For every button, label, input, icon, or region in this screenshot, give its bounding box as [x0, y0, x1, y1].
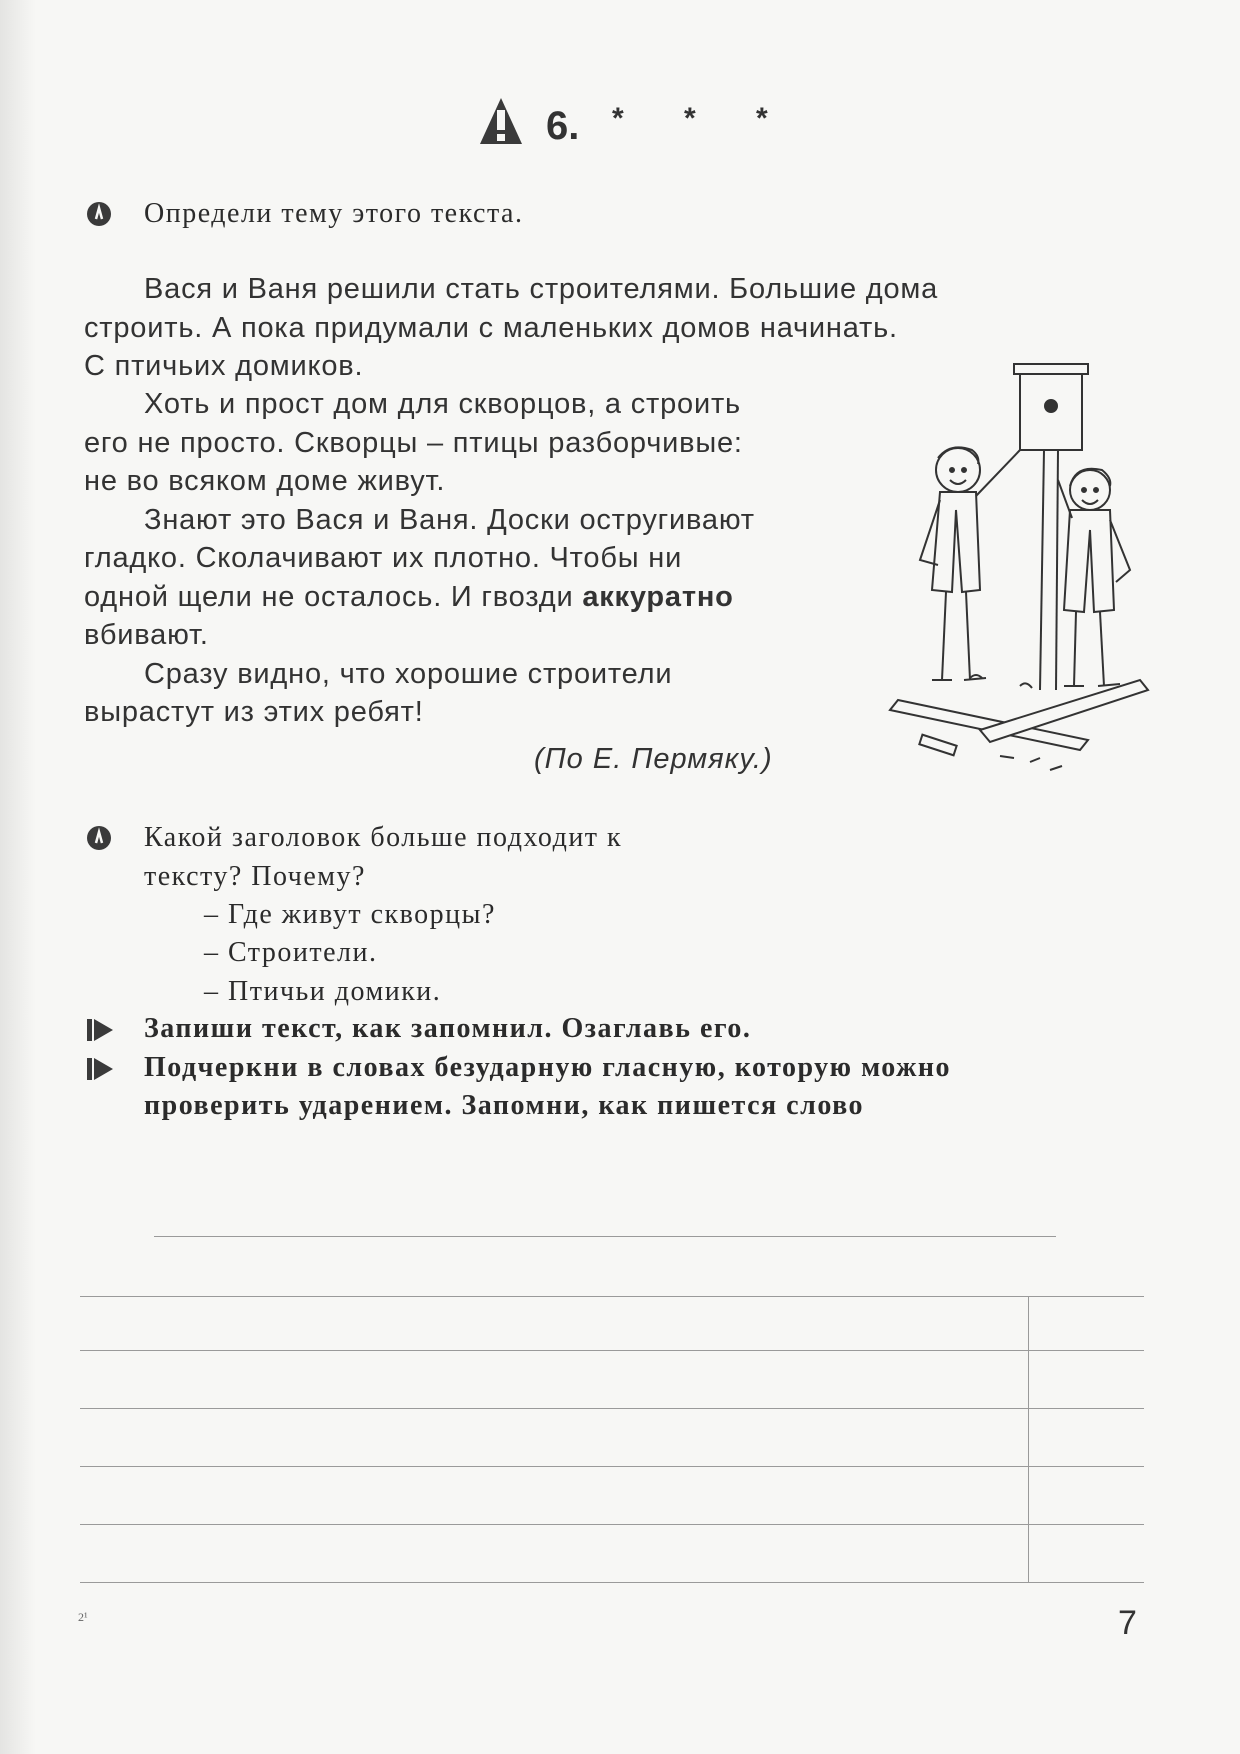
writing-line-4[interactable] — [80, 1466, 1144, 1467]
writing-line-6[interactable] — [80, 1582, 1144, 1583]
story-line-7: Знают это Вася и Ваня. Доски остругивают — [144, 504, 755, 536]
task-determine-theme: Определи тему этого текста. — [144, 198, 524, 229]
story-line-1: Вася и Ваня решили стать строителями. Большие дома — [144, 273, 939, 305]
task-underline-vowel-line-1: Подчеркни в словах безударную гласную, которую можно — [144, 1052, 952, 1083]
bold-word: аккуратно — [582, 581, 734, 613]
task-write-text: Запиши текст, как запомнил. Озаглавь его. — [144, 1013, 752, 1044]
task-underline-vowel-line-2: проверить ударением. Запомни, как пишется слово — [144, 1090, 865, 1121]
writing-line-3[interactable] — [80, 1408, 1144, 1409]
story-line-5: его не просто. Скворцы – птицы разборчивые: — [84, 427, 743, 459]
story-line-4: Хоть и прост дом для скворцов, а строить — [144, 388, 741, 420]
ear-bullet-icon — [86, 201, 112, 227]
print-mark: 2¹ — [78, 1610, 88, 1624]
story-line-9-text: одной щели не осталось. И гвозди — [84, 581, 583, 613]
writing-line-1[interactable] — [80, 1296, 1144, 1297]
boys-building-birdhouse-illustration — [880, 360, 1160, 780]
margin-line — [1028, 1296, 1029, 1582]
warning-triangle-icon — [478, 96, 524, 146]
story-line-12: вырастут из этих ребят! — [84, 696, 424, 728]
writing-line-2[interactable] — [80, 1350, 1144, 1351]
ear-bullet-icon — [86, 825, 112, 851]
story-line-6: не во всяком доме живут. — [84, 465, 446, 497]
story-line-11: Сразу видно, что хорошие строители — [144, 658, 673, 690]
story-line-2: строить. А пока придумали с маленьких домов начинать. — [84, 312, 898, 344]
story-line-3: С птичьих домиков. — [84, 350, 364, 382]
story-line-8: гладко. Сколачивают их плотно. Чтобы ни — [84, 542, 683, 574]
pencil-bullet-icon — [86, 1055, 114, 1083]
story-author: (По Е. Пермяку.) — [534, 743, 773, 775]
difficulty-stars: * * * — [612, 102, 794, 135]
task-choose-title-line-1: Какой заголовок больше подходит к — [144, 822, 623, 853]
page-edge-shadow — [0, 0, 36, 1754]
task-choose-title-line-2: тексту? Почему? — [144, 861, 366, 892]
writing-line-5[interactable] — [80, 1524, 1144, 1525]
page-number: 7 — [1118, 1604, 1137, 1642]
story-line-9 — [84, 581, 734, 614]
pencil-bullet-icon — [86, 1016, 114, 1044]
title-option-2: – Строители. — [204, 937, 378, 968]
story-line-10: вбивают. — [84, 619, 209, 651]
title-writing-line[interactable] — [154, 1236, 1056, 1237]
title-option-1: – Где живут скворцы? — [204, 899, 496, 930]
title-option-3: – Птичьи домики. — [204, 976, 442, 1007]
exercise-number: 6. — [546, 104, 580, 148]
